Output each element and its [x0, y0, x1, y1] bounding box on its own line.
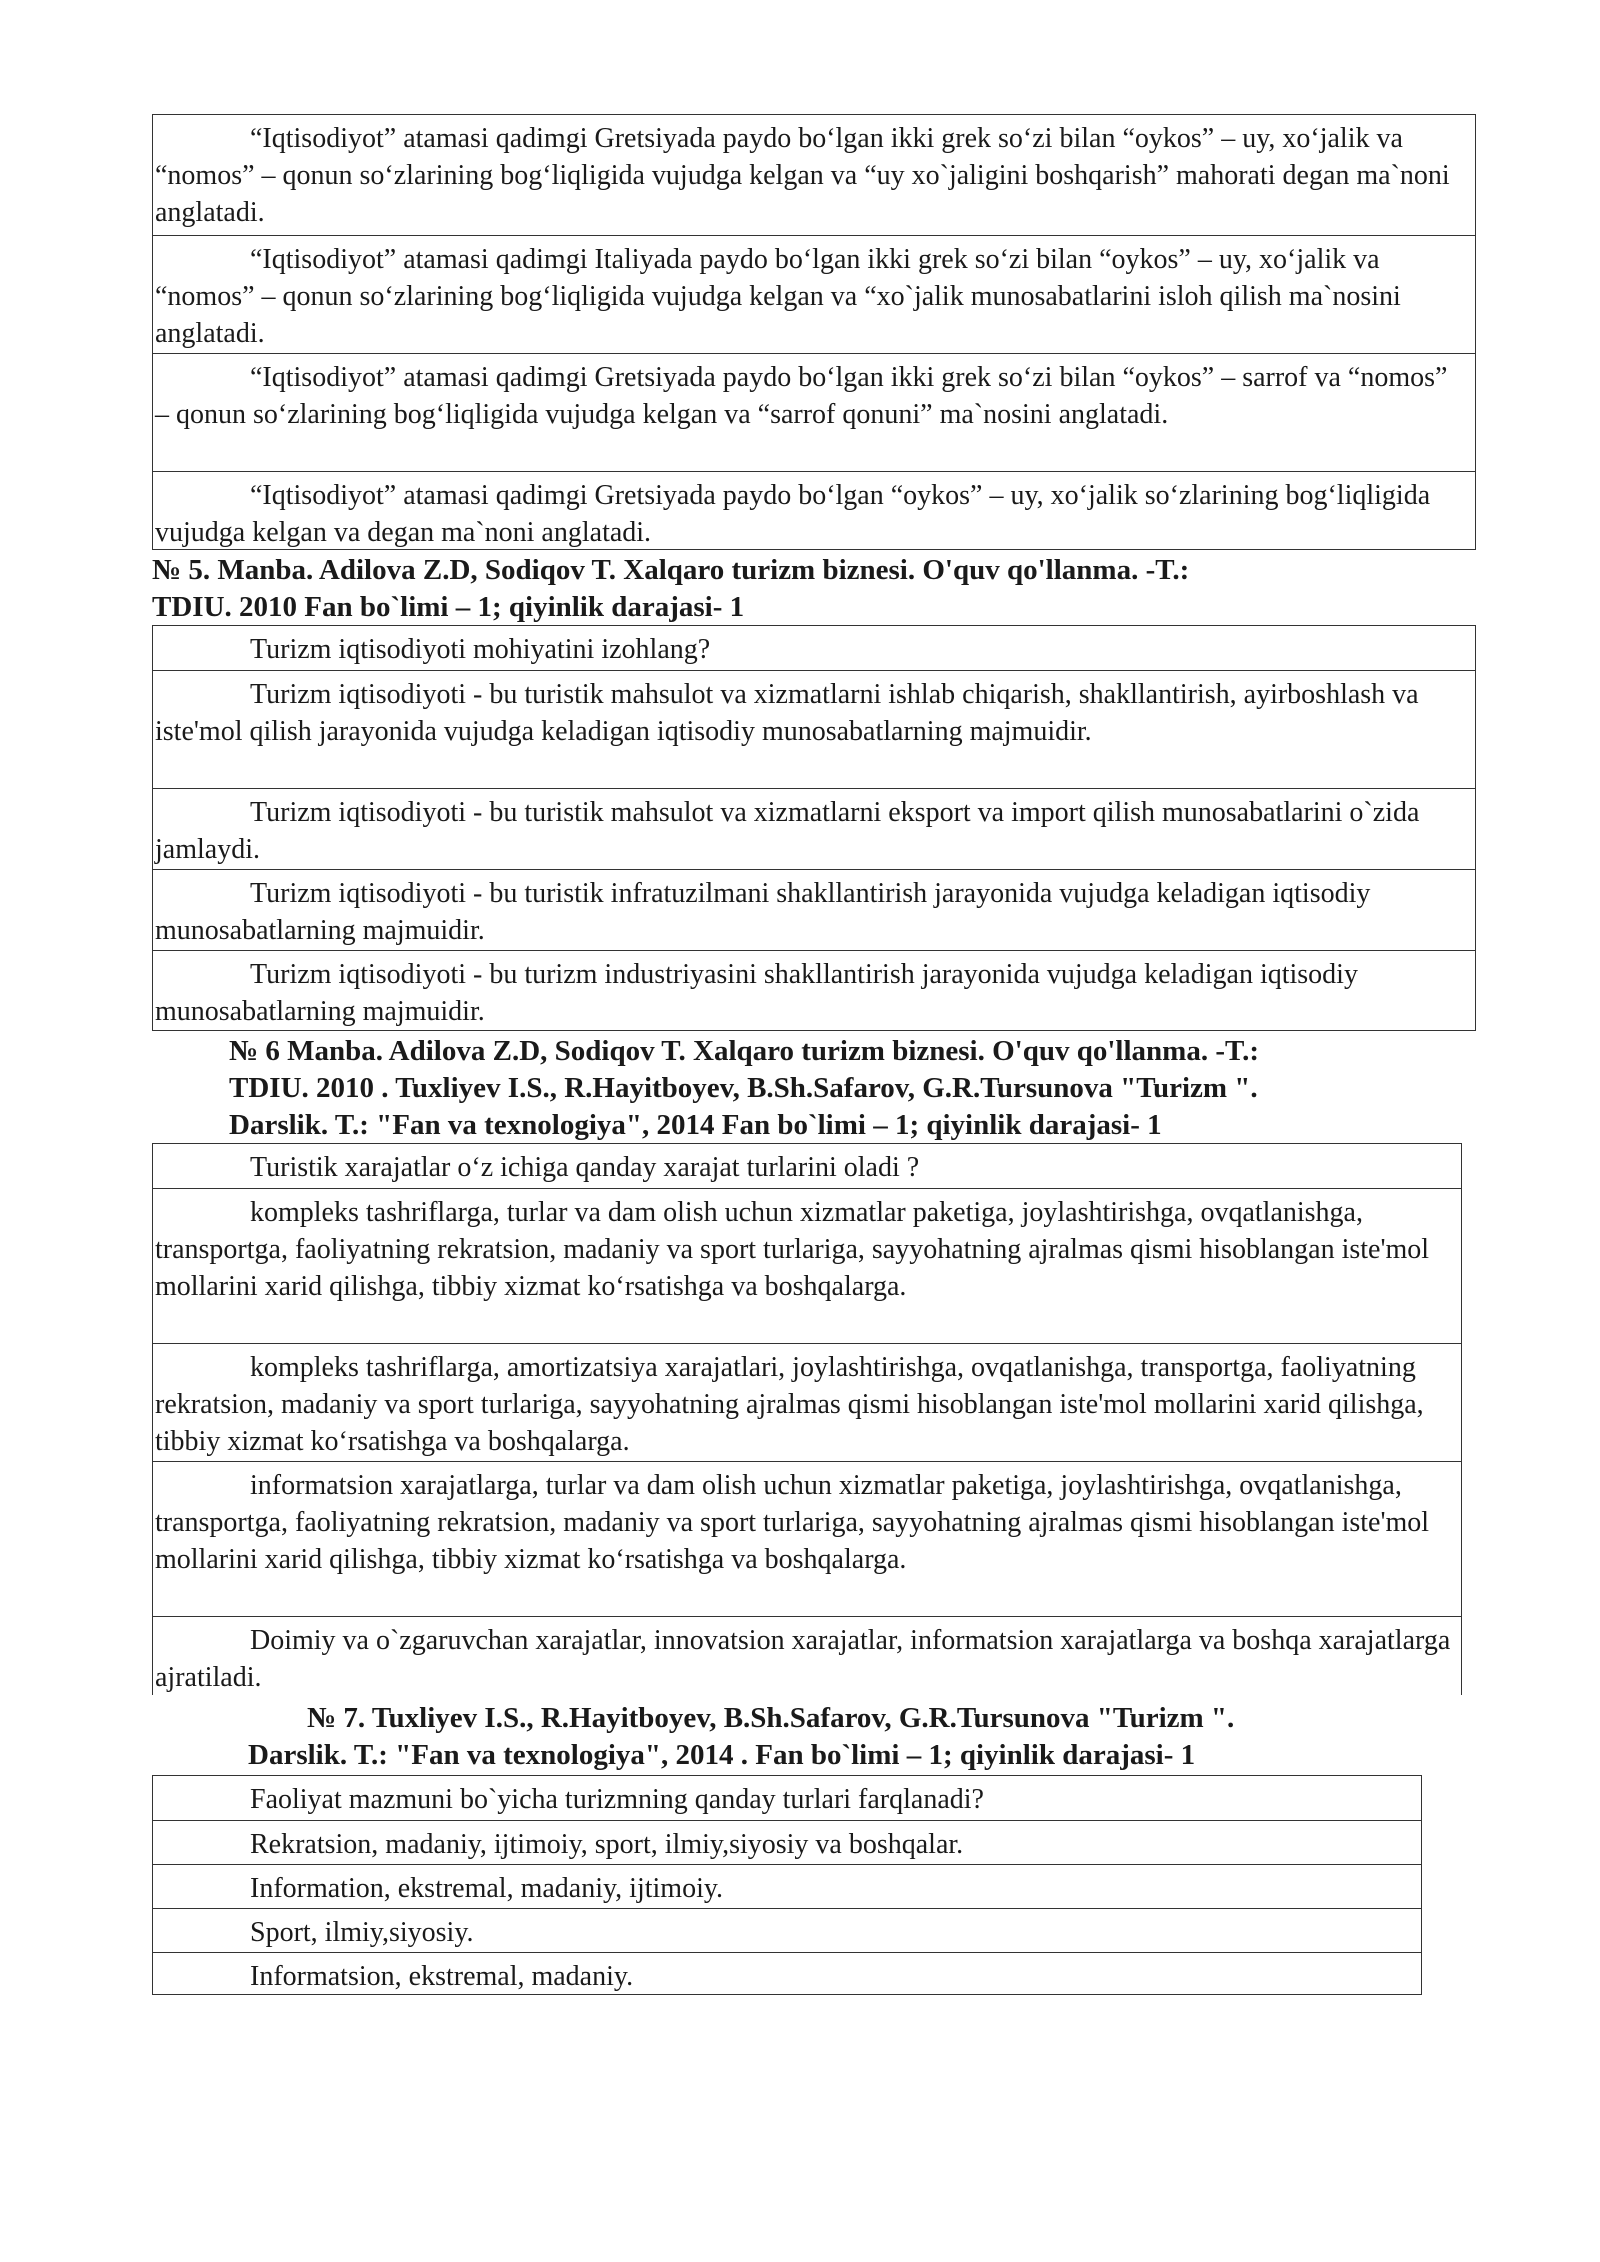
- question-6-heading-line3: Darslik. T.: "Fan va texnologiya", 2014 Fan bo`limi – 1; qiyinlik darajasi- 1: [229, 1109, 1162, 1141]
- question-text: Turizm iqtisodiyoti mohiyatini izohlang?: [250, 634, 711, 665]
- answer-option: “Iqtisodiyot” atamasi qadimgi Gretsiyada paydo bo‘lgan ikki grek so‘zi bilan “oykos” – sarrof va “nomos” – qonun so‘zlarining bog‘liqligida vujudga kelgan va “sarrof qonuni” ma`nosini anglatadi.: [153, 353, 1475, 471]
- answer-option: Turizm iqtisodiyoti - bu turistik mahsulot va xizmatlarni eksport va import qilish munosabatlarini o`zida jamlaydi.: [153, 788, 1475, 869]
- question-text: Faoliyat mazmuni bo`yicha turizmning qanday turlari farqlanadi?: [250, 1784, 984, 1815]
- question-5-table: [152, 625, 1476, 1031]
- answer-option: “Iqtisodiyot” atamasi qadimgi Gretsiyada paydo bo‘lgan ikki grek so‘zi bilan “oykos” – uy, xo‘jalik va “nomos” – qonun so‘zlarining bog‘liqligida vujudga kelgan va “uy xo`jaligini boshqarish” mahorati degan ma`noni anglatadi.: [155, 123, 1450, 228]
- answer-option: Information, ekstremal, madaniy, ijtimoiy.: [153, 1864, 1421, 1908]
- question-6-heading-line2: TDIU. 2010 . Tuxliyev I.S., R.Hayitboyev, B.Sh.Safarov, G.R.Tursunova "Turizm ".: [229, 1072, 1258, 1104]
- question-7-heading-line1: № 7. Tuxliyev I.S., R.Hayitboyev, B.Sh.Safarov, G.R.Tursunova "Turizm ".: [307, 1702, 1235, 1734]
- answer-option: informatsion xarajatlarga, turlar va dam olish uchun xizmatlar paketiga, joylashtirishga, ovqatlanishga, transportga, faoliyatning rekratsion, madaniy va sport turlariga, sayyohatning ajralmas qismi hisoblangan iste'mol mollarini xarid qilishga, tibbiy xizmat ko‘rsatishga va boshqalarga.: [153, 1461, 1461, 1616]
- answer-option: “Iqtisodiyot” atamasi qadimgi Gretsiyada paydo bo‘lgan “oykos” – uy, xo‘jalik so‘zlarining bog‘liqligida vujudga kelgan va degan ma`noni anglatadi.: [153, 471, 1475, 550]
- question-5-heading-line1: № 5. Manba. Adilova Z.D, Sodiqov T. Xalqaro turizm biznesi. O'quv qo'llanma. -T.:: [152, 554, 1190, 586]
- question-7-table: [152, 1775, 1422, 1995]
- answer-option: Informatsion, ekstremal, madaniy.: [153, 1952, 1421, 1995]
- question-7-heading-line2: Darslik. T.: "Fan va texnologiya", 2014 . Fan bo`limi – 1; qiyinlik darajasi- 1: [248, 1739, 1196, 1771]
- answer-option: Rekratsion, madaniy, ijtimoiy, sport, ilmiy,siyosiy va boshqalar.: [153, 1820, 1421, 1864]
- answer-option: Turizm iqtisodiyoti - bu turistik infratuzilmani shakllantirish jarayonida vujudga keladigan iqtisodiy munosabatlarning majmuidir.: [153, 869, 1475, 950]
- question-5-heading-line2: TDIU. 2010 Fan bo`limi – 1; qiyinlik darajasi- 1: [152, 591, 745, 623]
- answer-option: kompleks tashriflarga, amortizatsiya xarajatlari, joylashtirishga, ovqatlanishga, transportga, faoliyatning rekratsion, madaniy va sport turlariga, sayyohatning ajralmas qismi hisoblangan iste'mol mollarini xarid qilishga, tibbiy xizmat ko‘rsatishga va boshqalarga.: [153, 1343, 1461, 1461]
- answer-option: Sport, ilmiy,siyosiy.: [153, 1908, 1421, 1952]
- answer-option: Turizm iqtisodiyoti - bu turizm industriyasini shakllantirish jarayonida vujudga keladigan iqtisodiy munosabatlarning majmuidir.: [153, 950, 1475, 1030]
- answer-option: “Iqtisodiyot” atamasi qadimgi Italiyada paydo bo‘lgan ikki grek so‘zi bilan “oykos” – uy, xo‘jalik va “nomos” – qonun so‘zlarining bog‘liqligida vujudga kelgan va “xo`jalik munosabatlarini isloh qilish ma`nosini anglatadi.: [153, 235, 1475, 353]
- question-text: Turistik xarajatlar o‘z ichiga qanday xarajat turlarini oladi ?: [250, 1152, 920, 1183]
- question-6-heading-line1: № 6 Manba. Adilova Z.D, Sodiqov T. Xalqaro turizm biznesi. O'quv qo'llanma. -T.:: [229, 1035, 1260, 1067]
- answer-option: Doimiy va o`zgaruvchan xarajatlar, innovatsion xarajatlar, informatsion xarajatlarga va boshqa xarajatlarga ajratiladi.: [153, 1616, 1461, 1695]
- question-4-table: [152, 114, 1476, 550]
- answer-option: Turizm iqtisodiyoti - bu turistik mahsulot va xizmatlarni ishlab chiqarish, shakllantirish, ayirboshlash va iste'mol qilish jarayonida vujudga keladigan iqtisodiy munosabatlarning majmuidir.: [153, 670, 1475, 788]
- answer-option: kompleks tashriflarga, turlar va dam olish uchun xizmatlar paketiga, joylashtirishga, ovqatlanishga, transportga, faoliyatning rekratsion, madaniy va sport turlariga, sayyohatning ajralmas qismi hisoblangan iste'mol mollarini xarid qilishga, tibbiy xizmat ko‘rsatishga va boshqalarga.: [153, 1188, 1461, 1343]
- question-6-table: [152, 1143, 1462, 1695]
